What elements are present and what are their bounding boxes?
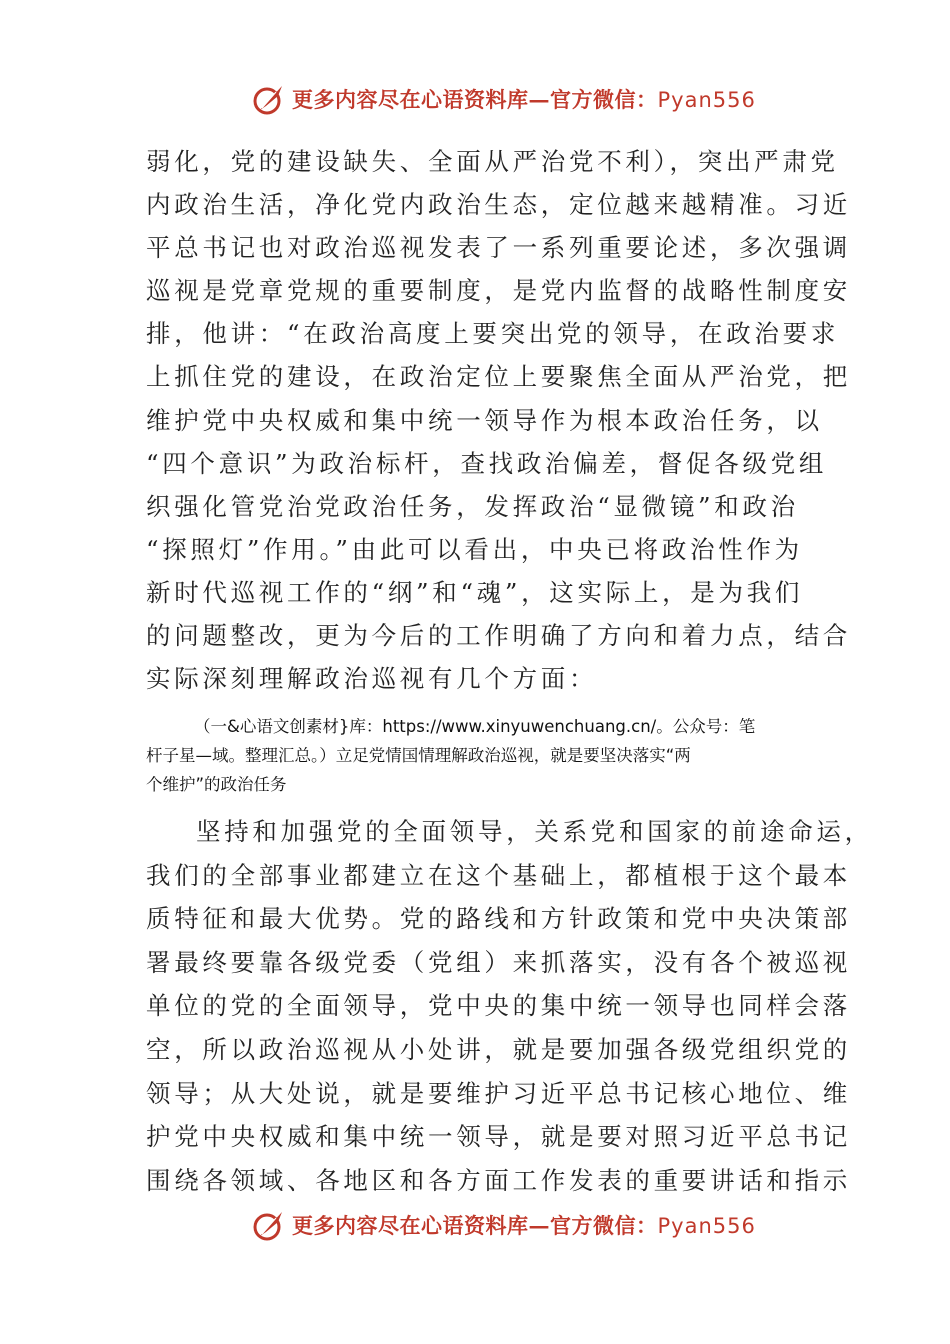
text-line: 平总书记也对政治巡视发表了一系列重要论述，多次强调 bbox=[146, 233, 851, 263]
text-line: 空，所以政治巡视从小处讲，就是要加强各级党组织党的 bbox=[146, 1034, 851, 1064]
text-line: 署最终要靠各级党委（党组）来抓落实，没有各个被巡视 bbox=[146, 947, 851, 977]
quill-pen-logo-icon bbox=[252, 1208, 286, 1242]
text-line: 围绕各领域、各地区和各方面工作发表的重要讲话和指示 bbox=[146, 1165, 851, 1195]
text-line: 坚持和加强党的全面领导，关系党和国家的前途命运， bbox=[196, 817, 873, 846]
text-line: 弱化，党的建设缺失、全面从严治党不利），突出严肃党 bbox=[146, 147, 839, 176]
footer-banner bbox=[252, 1208, 756, 1242]
paragraph-2 bbox=[146, 810, 873, 1202]
note-line: 个维护”的政治任务 bbox=[146, 775, 287, 794]
text-line: 巡视是党章党规的重要制度，是党内监督的战略性制度安 bbox=[146, 276, 851, 306]
text-line: 领导；从大处说，就是要维护习近平总书记核心地位、维 bbox=[146, 1078, 851, 1108]
text-line: 的问题整改，更为今后的工作明确了方向和着力点，结合 bbox=[146, 621, 851, 651]
text-line: “探照灯”作用。”由此可以看出，中央已将政治性作为 bbox=[146, 534, 803, 564]
header-banner bbox=[252, 82, 756, 116]
header-banner-text: 更多内容尽在心语资料库—官方微信：Pyan556 bbox=[292, 87, 756, 112]
footer-banner-wechat: Pyan556 bbox=[657, 1214, 756, 1238]
text-line: 排，他讲：“在政治高度上要突出党的领导，在政治要求 bbox=[146, 319, 840, 349]
text-line: 内政治生活，净化党内政治生态，定位越来越精准。习近 bbox=[146, 190, 851, 220]
header-banner-wechat: Pyan556 bbox=[657, 88, 756, 112]
text-line: 上抓住党的建设，在政治定位上要聚焦全面从严治党，把 bbox=[146, 362, 851, 392]
text-line: 质特征和最大优势。党的路线和方针政策和党中央决策部 bbox=[146, 904, 851, 934]
text-line: 我们的全部事业都建立在这个基础上，都植根于这个最本 bbox=[146, 860, 851, 890]
text-line: “四个意识”为政治标杆，查找政治偏差，督促各级党组 bbox=[146, 448, 828, 478]
quill-pen-logo-icon bbox=[252, 82, 286, 116]
text-line: 维护党中央权威和集中统一领导作为根本政治任务，以 bbox=[146, 405, 823, 435]
note-line: （一&心语文创素材}库：https://www.xinyuwenchuang.cn/。公众号：笔 bbox=[194, 717, 756, 736]
text-line: 新时代巡视工作的“纲”和“魂”，这实际上，是为我们 bbox=[146, 577, 804, 607]
text-line: 实际深刻理解政治巡视有几个方面： bbox=[146, 664, 598, 694]
section-heading-note bbox=[146, 712, 806, 799]
footer-banner-text: 更多内容尽在心语资料库—官方微信：Pyan556 bbox=[292, 1213, 756, 1238]
text-line: 护党中央权威和集中统一领导，就是要对照习近平总书记 bbox=[146, 1122, 851, 1152]
note-line: 杆子星—域。整理汇总。）立足党情国情理解政治巡视，就是要坚决落实“两 bbox=[146, 746, 691, 765]
text-line: 单位的党的全面领导，党中央的集中统一领导也同样会落 bbox=[146, 991, 851, 1021]
paragraph-1 bbox=[146, 140, 851, 700]
text-line: 织强化管党治党政治任务，发挥政治“显微镜”和政治 bbox=[146, 491, 799, 521]
